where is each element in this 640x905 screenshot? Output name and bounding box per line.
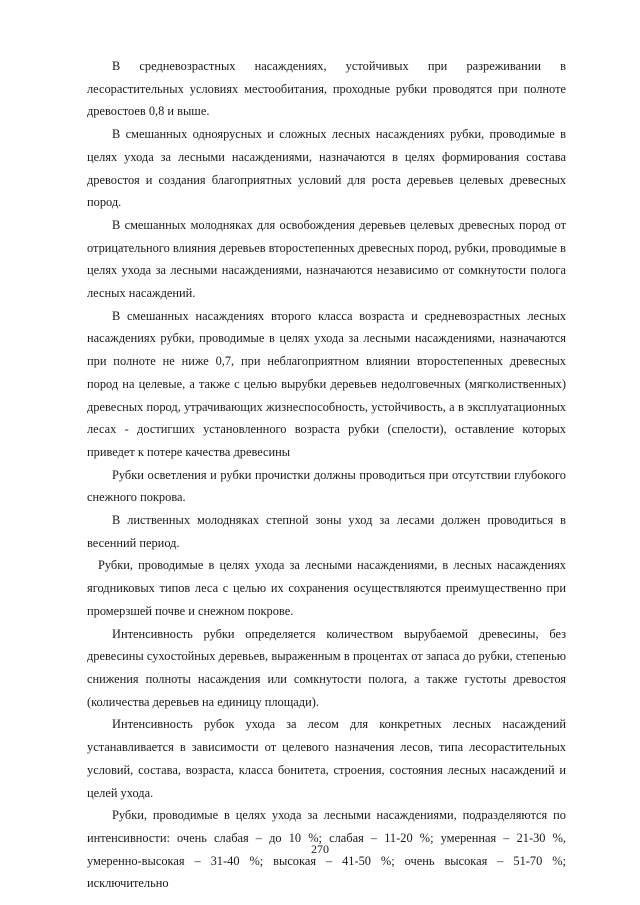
- paragraph-1: В средневозрастных насаждениях, устойчивых при разреживании в лесорастительных условиях местообитания, проходные рубки проводятся при полноте древостоев 0,8 и выше.: [87, 59, 566, 119]
- paragraph-10: Рубки, проводимые в целях ухода за лесными насаждениями, подразделяются по интенсивности: очень слабая – до 10 %; слабая – 11-20 %; умеренная – 21-30 %, умеренно-высокая – 31-40 %; высокая – 41-50 %; очень высокая – 51-70 %; исключительно: [87, 808, 566, 891]
- paragraph-7: Рубки, проводимые в целях ухода за лесными насаждениями, в лесных насаждениях ягодниковых типов леса с целью их сохранения осуществляются преимущественно при промерзшей почве и снежном покрове.: [87, 558, 566, 618]
- page-number: 270: [311, 842, 329, 856]
- paragraph-8: Интенсивность рубки определяется количеством вырубаемой древесины, без древесины сухостойных деревьев, выраженным в процентах от запаса до рубки, степенью снижения полноты насаждения или сомкнутости полога, а также густоты древостоя (количества деревьев на единицу площади).: [87, 626, 566, 709]
- paragraph-2: В смешанных одноярусных и сложных лесных насаждениях рубки, проводимые в целях ухода за лесными насаждениями, назначаются в целях формирования состава древостоя и создания благоприятных условий для роста деревьев целевых древесных пород.: [87, 127, 566, 210]
- paragraph-4: В смешанных насаждениях второго класса возраста и средневозрастных лесных насаждениях рубки, проводимые в целях ухода за лесными насаждениями, назначаются при полноте не ниже 0,7, при неблагоприятном влиянии второстепенных древесных пород на целевые, а также с целью вырубки деревьев недолговечных (мягколиственных) древесных пород, утрачивающих жизнеспособность, устойчивость, а в эксплуатационных лесах - достигших установленного возраста рубки (спелости), оставление которых приведет к потере качества древесины: [87, 308, 566, 459]
- paragraph-9: Интенсивность рубок ухода за лесом для конкретных лесных насаждений устанавливается в зависимости от целевого назначения лесов, типа лесорастительных условий, состава, возраста, класса бонитета, строения, состояния лесных насаждений и целей ухода.: [87, 717, 566, 800]
- paragraph-6: В лиственных молодняках степной зоны уход за лесами должен проводиться в весенний период.: [87, 513, 566, 550]
- paragraph-3: В смешанных молодняках для освобождения деревьев целевых древесных пород от отрицательного влияния деревьев второстепенных древесных пород, рубки, проводимые в целях ухода за лесными насаждениями, назначаются независимо от сомкнутости полога лесных насаждений.: [87, 217, 566, 301]
- paragraph-5: Рубки осветления и рубки прочистки должны проводиться при отсутствии глубокого снежного покрова.: [87, 467, 566, 505]
